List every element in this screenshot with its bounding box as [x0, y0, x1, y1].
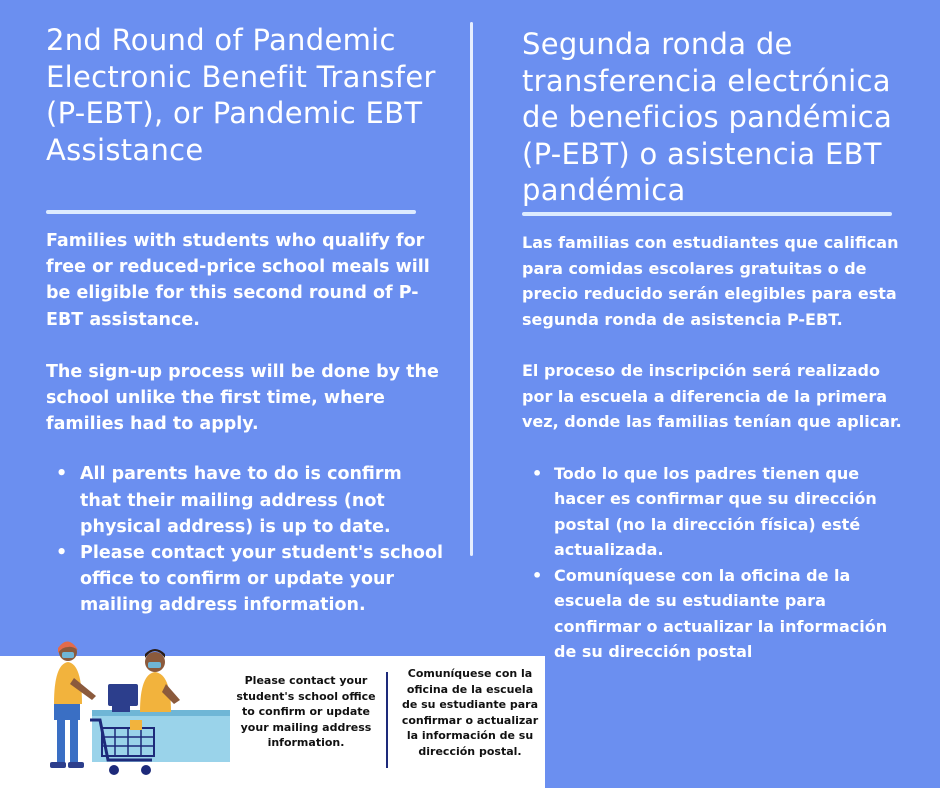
english-title: 2nd Round of Pandemic Electronic Benefit Transfer (P-EBT), or Pandemic EBT Assistance [46, 23, 436, 167]
spanish-bullet-2: • Comuníquese con la oficina de la escuela de su estudiante para confirmar o actualizar la información de su dirección postal [554, 563, 902, 665]
column-divider [470, 22, 473, 556]
panel-english-note: Please contact your student's school office to confirm or update your mailing address information. [236, 674, 376, 749]
bottom-info-panel [0, 656, 545, 788]
spanish-title-underline [522, 212, 892, 216]
spanish-paragraph-2: El proceso de inscripción será realizado por la escuela a diferencia de la primera vez, donde las familias tenían que aplicar. [522, 361, 902, 431]
english-bullet-2: • Please contact your student's school office to confirm or update your mailing address information. [80, 540, 446, 619]
english-body [46, 228, 446, 619]
spanish-body [522, 230, 902, 665]
spanish-paragraph-1: Las familias con estudiantes que califican para comidas escolares gratuitas o de precio reducido serán elegibles para esta segunda ronda de asistencia P-EBT. [522, 233, 899, 329]
english-bullet-list [46, 461, 446, 618]
english-title-underline [46, 210, 416, 214]
spanish-bullet-1: • Todo lo que los padres tienen que hacer es confirmar que su dirección postal (no la dirección física) esté actualizada. [554, 461, 902, 563]
english-bullet-1: • All parents have to do is confirm that their mailing address (not physical address) is up to date. [80, 461, 446, 540]
english-paragraph-1: Families with students who qualify for free or reduced-price school meals will be eligible for this second round of P-EBT assistance. [46, 231, 430, 330]
panel-divider [386, 672, 388, 768]
grocery-checkout-illustration [30, 632, 230, 788]
spanish-title: Segunda ronda de transferencia electrónica de beneficios pandémica (P-EBT) o asistencia EBT pandémica [522, 27, 893, 207]
spanish-bullet-list [522, 461, 902, 665]
panel-spanish-note: Comuníquese con la oficina de la escuela de su estudiante para confirmar o actualizar la información de su dirección postal. [401, 667, 539, 758]
english-paragraph-2: The sign-up process will be done by the school unlike the first time, where families had to apply. [46, 361, 439, 435]
